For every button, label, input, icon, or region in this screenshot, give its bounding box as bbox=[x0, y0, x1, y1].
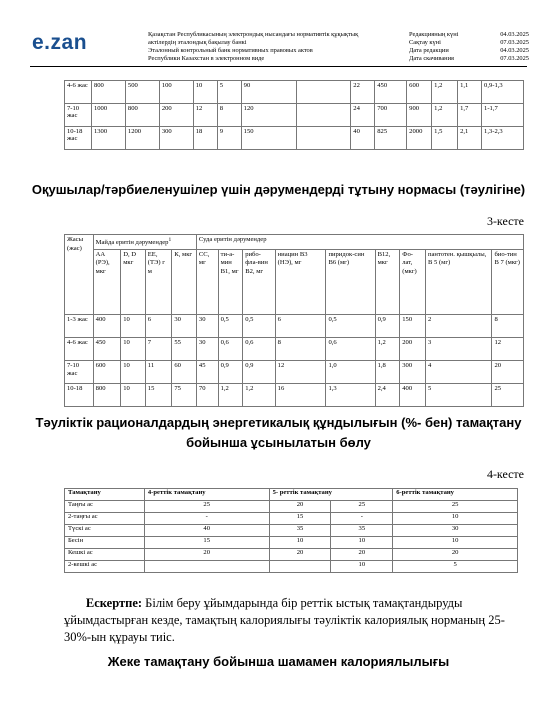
group-water-soluble: Суда еритін дәрумендер bbox=[196, 235, 523, 250]
value-cell: 200 bbox=[400, 337, 426, 360]
value-cell: 10 bbox=[121, 360, 146, 383]
value-cell: 20 bbox=[144, 549, 269, 561]
value-cell: 16 bbox=[275, 383, 326, 406]
value-cell: 10 bbox=[193, 81, 217, 104]
table-caption-3: 3-кесте bbox=[486, 214, 524, 228]
value-cell: 800 bbox=[91, 81, 125, 104]
value-cell: 0,5 bbox=[326, 314, 375, 337]
value-cell: 20 bbox=[269, 501, 331, 513]
section-title-calories: Жеке тамақтану бойынша шамамен калориялылығы bbox=[107, 654, 450, 669]
meta-row bbox=[409, 31, 529, 39]
value-cell: 1000 bbox=[91, 104, 125, 127]
value-cell: 0,6 bbox=[326, 337, 375, 360]
section-title-energy-line2: бойынша ұсынылатын бөлу bbox=[186, 435, 371, 450]
value-cell: 0,6 bbox=[218, 337, 243, 360]
col-header: био-тин В 7 (мкг) bbox=[492, 249, 524, 314]
value-cell: 30 bbox=[196, 337, 218, 360]
value-cell: 60 bbox=[172, 360, 197, 383]
value-cell: 1,2 bbox=[432, 81, 458, 104]
col-header: D, D мкг bbox=[121, 249, 146, 314]
value-cell: 30 bbox=[196, 314, 218, 337]
value-cell bbox=[144, 561, 269, 573]
value-cell: 2 bbox=[425, 314, 492, 337]
value-cell: 100 bbox=[159, 81, 193, 104]
value-cell: 2,1 bbox=[458, 127, 482, 150]
value-cell: 10 bbox=[121, 314, 146, 337]
value-cell: 1,1 bbox=[458, 81, 482, 104]
value-cell: 1300 bbox=[91, 127, 125, 150]
minerals-table bbox=[64, 80, 524, 150]
value-cell: 1,2 bbox=[243, 383, 275, 406]
meal-name: 2-таңғы ас bbox=[65, 513, 145, 525]
value-cell: 12 bbox=[492, 337, 524, 360]
value-cell: 5 bbox=[393, 561, 518, 573]
value-cell: 600 bbox=[93, 360, 121, 383]
value-cell: 40 bbox=[351, 127, 375, 150]
value-cell: 90 bbox=[241, 81, 297, 104]
value-cell: 1,2 bbox=[218, 383, 243, 406]
meta-label: Дата редакции bbox=[409, 47, 449, 54]
value-cell: 450 bbox=[375, 81, 407, 104]
meta-label: Дата скачивания bbox=[409, 55, 454, 62]
value-cell: 12 bbox=[193, 104, 217, 127]
value-cell: 300 bbox=[400, 360, 426, 383]
value-cell: 120 bbox=[241, 104, 297, 127]
meta-row bbox=[409, 47, 529, 55]
value-cell: 450 bbox=[93, 337, 121, 360]
value-cell: 24 bbox=[351, 104, 375, 127]
value-cell: 11 bbox=[145, 360, 172, 383]
value-cell: 20 bbox=[269, 549, 331, 561]
note-label: Ескертпе: bbox=[85, 596, 143, 610]
value-cell: 150 bbox=[241, 127, 297, 150]
value-cell: 1-1,7 bbox=[482, 104, 524, 127]
value-cell: 800 bbox=[125, 104, 159, 127]
value-cell: 1,2 bbox=[375, 337, 400, 360]
section-title-vitamins: Оқушылар/тәрбиеленушілер үшін дәрумендерді тұтыну нормасы (тәулігіне) bbox=[31, 182, 526, 197]
meal-name: Бесін bbox=[65, 537, 145, 549]
value-cell: 0,9 bbox=[375, 314, 400, 337]
value-cell: 20 bbox=[492, 360, 524, 383]
value-cell: 825 bbox=[375, 127, 407, 150]
note-paragraph bbox=[64, 595, 522, 646]
value-cell: 700 bbox=[375, 104, 407, 127]
value-cell: 18 bbox=[193, 127, 217, 150]
col-header: В12, мкг bbox=[375, 249, 400, 314]
value-cell: 15 bbox=[269, 513, 331, 525]
meal-name: Кешкі ас bbox=[65, 549, 145, 561]
value-cell: 25 bbox=[393, 501, 518, 513]
value-cell: 20 bbox=[393, 549, 518, 561]
value-cell: 35 bbox=[269, 525, 331, 537]
table-row bbox=[65, 104, 524, 127]
section-title-energy-line1: Тәуліктік рационалдардың энергетикалық құндылығын (%- бен) тамақтану bbox=[35, 415, 522, 430]
table-row bbox=[65, 513, 518, 525]
value-cell: 0,9 bbox=[243, 360, 275, 383]
col-header: ниацин В3 (НЭ), мг bbox=[275, 249, 326, 314]
value-cell: 22 bbox=[351, 81, 375, 104]
col-header: АА (РЭ), мкг bbox=[93, 249, 121, 314]
meta-label: Сақтау күні bbox=[409, 39, 441, 46]
org-info bbox=[148, 31, 408, 63]
age-cell: 4-6 жас bbox=[65, 337, 94, 360]
footnote-marker: 1 bbox=[168, 237, 172, 243]
value-cell: 1200 bbox=[125, 127, 159, 150]
value-cell: 9 bbox=[217, 127, 241, 150]
ezan-logo: e.zan bbox=[32, 31, 88, 54]
table-row bbox=[65, 537, 518, 549]
value-cell: 25 bbox=[144, 501, 269, 513]
col-6-meals: 6-реттік тамақтану bbox=[393, 489, 518, 501]
value-cell: 25 bbox=[492, 383, 524, 406]
value-cell: 10 bbox=[393, 537, 518, 549]
value-cell bbox=[297, 127, 351, 150]
age-cell: 10-18 bbox=[65, 383, 94, 406]
value-cell: 0,6 bbox=[243, 337, 275, 360]
value-cell: 600 bbox=[407, 81, 432, 104]
value-cell: 200 bbox=[159, 104, 193, 127]
age-cell: 7-10 жас bbox=[65, 360, 94, 383]
value-cell: 1,0 bbox=[326, 360, 375, 383]
org-line: актілердің эталондық бақылау банкі bbox=[148, 39, 247, 46]
value-cell: 400 bbox=[93, 314, 121, 337]
age-cell: 1-3 жас bbox=[65, 314, 94, 337]
meal-name: 2-кешкі ас bbox=[65, 561, 145, 573]
meta-value: 04.03.2025 bbox=[500, 47, 529, 54]
org-line: Республики Казахстан в электронном виде bbox=[148, 55, 265, 62]
value-cell: 10 bbox=[269, 537, 331, 549]
col-header: пантотен. қышқылы, В 5 (мг) bbox=[425, 249, 492, 314]
table-row bbox=[65, 314, 524, 337]
meta-value: 07.03.2025 bbox=[500, 55, 529, 62]
group-fat-soluble-label: Майда еритін дәрумендер bbox=[95, 239, 169, 247]
col-header: ЕЕ, (ТЭ) г м bbox=[145, 249, 172, 314]
value-cell: 5 bbox=[217, 81, 241, 104]
value-cell bbox=[297, 104, 351, 127]
value-cell: 15 bbox=[145, 383, 172, 406]
col-5-meals: 5- реттік тамақтану bbox=[269, 489, 393, 501]
value-cell: 35 bbox=[331, 525, 393, 537]
value-cell: 15 bbox=[144, 537, 269, 549]
value-cell bbox=[297, 81, 351, 104]
meta-value: 07.03.2025 bbox=[500, 39, 529, 46]
value-cell: - bbox=[331, 513, 393, 525]
value-cell: 40 bbox=[144, 525, 269, 537]
value-cell: 10 bbox=[121, 337, 146, 360]
value-cell: 300 bbox=[159, 127, 193, 150]
age-cell: 7-10 жас bbox=[65, 104, 92, 127]
value-cell: 30 bbox=[172, 314, 197, 337]
value-cell: 800 bbox=[93, 383, 121, 406]
value-cell: 4 bbox=[425, 360, 492, 383]
table-caption-4: 4-кесте bbox=[486, 467, 524, 481]
table-row bbox=[65, 561, 518, 573]
value-cell: 12 bbox=[275, 360, 326, 383]
col-header: рибо-фла-вин В2, мг bbox=[243, 249, 275, 314]
meta-label: Редакцияның күні bbox=[409, 31, 459, 38]
age-cell: 10-18 жас bbox=[65, 127, 92, 150]
col-4-meals: 4-реттік тамақтану bbox=[144, 489, 269, 501]
value-cell: 6 bbox=[145, 314, 172, 337]
value-cell: 5 bbox=[425, 383, 492, 406]
value-cell: 6 bbox=[275, 314, 326, 337]
age-cell: 4-6 жас bbox=[65, 81, 92, 104]
value-cell bbox=[269, 561, 331, 573]
col-meal: Тамақтану bbox=[65, 489, 145, 501]
meals-table bbox=[64, 488, 518, 573]
value-cell: 1,3-2,3 bbox=[482, 127, 524, 150]
col-header: Фо-лат, (мкг) bbox=[400, 249, 426, 314]
value-cell: 1,2 bbox=[432, 104, 458, 127]
value-cell: 0,5 bbox=[243, 314, 275, 337]
table-row bbox=[65, 383, 524, 406]
table-row bbox=[65, 549, 518, 561]
value-cell: 10 bbox=[121, 383, 146, 406]
value-cell: 150 bbox=[400, 314, 426, 337]
value-cell: 8 bbox=[275, 337, 326, 360]
value-cell: 10 bbox=[393, 513, 518, 525]
col-age: Жасы (жас) bbox=[65, 235, 94, 315]
meal-name: Таңғы ас bbox=[65, 501, 145, 513]
value-cell: 8 bbox=[492, 314, 524, 337]
value-cell: 45 bbox=[196, 360, 218, 383]
col-header: пиридок-син В6 (мг) bbox=[326, 249, 375, 314]
org-line: Эталонный контрольный банк нормативных правовых актов bbox=[148, 47, 313, 54]
value-cell: - bbox=[144, 513, 269, 525]
document-header bbox=[0, 0, 557, 70]
meta-value: 04.03.2025 bbox=[500, 31, 529, 38]
value-cell: 25 bbox=[331, 501, 393, 513]
group-fat-soluble bbox=[93, 235, 196, 250]
note-text: Білім беру ұйымдарында бір реттік ыстық тамақтандыруды ұйымдастырған кезде, тамақтың калориялығы тәуліктік калориялық норманың 25-30%-ын құрауы тиіс. bbox=[64, 596, 505, 644]
value-cell: 3 bbox=[425, 337, 492, 360]
value-cell: 20 bbox=[331, 549, 393, 561]
col-header: ти-а-мин В1, мг bbox=[218, 249, 243, 314]
header-divider bbox=[30, 66, 527, 67]
meal-name: Түскі ас bbox=[65, 525, 145, 537]
meta-info bbox=[409, 31, 529, 63]
value-cell: 55 bbox=[172, 337, 197, 360]
value-cell: 1,7 bbox=[458, 104, 482, 127]
table-row bbox=[65, 501, 518, 513]
value-cell: 1,5 bbox=[432, 127, 458, 150]
table-row bbox=[65, 360, 524, 383]
meta-row bbox=[409, 39, 529, 47]
value-cell: 30 bbox=[393, 525, 518, 537]
value-cell: 0,9 bbox=[218, 360, 243, 383]
value-cell: 70 bbox=[196, 383, 218, 406]
table-row bbox=[65, 127, 524, 150]
value-cell: 1,3 bbox=[326, 383, 375, 406]
value-cell: 8 bbox=[217, 104, 241, 127]
table-row bbox=[65, 337, 524, 360]
meta-row bbox=[409, 55, 529, 63]
value-cell: 0,5 bbox=[218, 314, 243, 337]
table-row bbox=[65, 81, 524, 104]
value-cell: 0,9-1,3 bbox=[482, 81, 524, 104]
value-cell: 2000 bbox=[407, 127, 432, 150]
col-header: К, мкг bbox=[172, 249, 197, 314]
value-cell: 400 bbox=[400, 383, 426, 406]
value-cell: 75 bbox=[172, 383, 197, 406]
org-line: Қазақстан Республикасының электрондық нысандағы нормативтік құқықтық bbox=[148, 31, 359, 38]
value-cell: 500 bbox=[125, 81, 159, 104]
value-cell: 2,4 bbox=[375, 383, 400, 406]
table-row bbox=[65, 525, 518, 537]
col-header: СС, мг bbox=[196, 249, 218, 314]
value-cell: 1,8 bbox=[375, 360, 400, 383]
vitamins-table bbox=[64, 234, 524, 407]
value-cell: 10 bbox=[331, 537, 393, 549]
value-cell: 10 bbox=[331, 561, 393, 573]
value-cell: 7 bbox=[145, 337, 172, 360]
value-cell: 900 bbox=[407, 104, 432, 127]
